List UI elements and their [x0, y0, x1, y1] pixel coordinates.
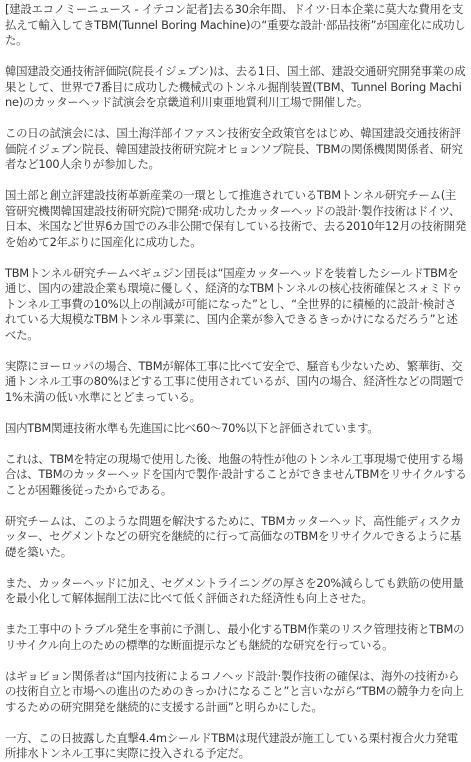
article-paragraph: この日の試演会には、国土海洋部イファスン技術安全政策官をはじめ、韓国建設交通技術評価院イジェブン院長、韓国建設技術研究院オヒョンソプ院長、TBMの関係機関関係者、研究者など100人余りが参加した。 [5, 126, 463, 171]
article-paragraph: 一方、この日披露した直撃4.4mシールドTBMは現代建設が施工している栗村複合火力発電所排水トンネル工事に実際に投入される予定だ。 [5, 730, 458, 760]
article-paragraph: また、カッターヘッドに加え、セグメントライニングの厚さを20%減らしても鉄筋の使用量を最小化して解体掘削工法に比べて低く評価された経済性も向上させた。 [5, 575, 464, 605]
article-paragraph: 韓国建設交通技術評価院(院長イジェブン)は、去る1日、国土部、建設交通研究開発事業の成果として、世界で7番目に成功した機械式のトンネル掘削装置(TBM、Tunnel Boring Machine)のカッターヘッド試演会を京畿道利川東亜地質利川工場で開催した。 [5, 64, 466, 109]
article-paragraph: これは、TBMを特定の現場で使用した後、地盤の特性が他のトンネル工事現場で使用する場合は、TBMのカッターヘッドを国内で製作·設計することができませんTBMをリサイクルすることが困難後従ったからである。 [5, 451, 467, 497]
article-paragraph: [建設エコノミーニュース - イテコン記者]去る30余年間、ドイツ·日本企業に莫大な費用を支払えて輸入してきTBM(Tunnel Boring Machine)の“重要な設計·部品技術”が国産化に成功した。 [5, 2, 466, 47]
article-paragraph: 国内TBM関連技術水準も先進国に比べ60〜70%以下と評価されています。 [5, 420, 379, 435]
article-paragraph: TBMトンネル研究チームべギュジン団長は“国産カッターヘッドを装着したシールドTBMを通じ、国内の建設企業も環境に優しく、経済的なTBMトンネルの核心技術確保とスォミドゥトンネル工事費の10%以上の削減が可能になった”とし、“全世界的に積極的に設計·検討されている大規模なTBMトンネル事業に、国内企業が参入できるきっかけになるだろう”と述べた。 [5, 265, 463, 342]
article-paragraph: 研究チームは、このような問題を解決するために、TBMカッターヘッド、高性能ディスクカッター、セグメントなどの研究を継続的に行って高価なのTBMをリサイクルできるように基礎を築いた。 [5, 513, 462, 559]
article-paragraph: はギョビョン関係者は“国内技術によるコノヘッド設計·製作技術の確保は、海外の技術からの技術自立と市場への進出のためのきっかけになること”と言いながら“TBMの競争力を向上するための研究開発を継続的に支援する計画”と明らかにした。 [5, 668, 464, 714]
article-paragraph: 国土部と創立評建設技術革新産業の一環として推進されているTBMトンネル研究チーム(主管研究機関韓国建設技術研究院)で開発·成功したカッターヘッドの設計·製作技術はドイツ、日本、米国など世界6カ国でのみ非公開で保有している技術で、去る2010年12月の技術開発を始めて2年ぶりに国産化に成功した。 [5, 188, 466, 249]
article-paragraph: また工事中のトラブル発生を事前に予測し、最小化するTBM作業のリスク管理技術とTBMのリサイクル向上のための標準的な断面提示なども継続的な研究を行っている。 [5, 622, 465, 652]
article-paragraph: 実際にヨーロッパの場合、TBMが解体工事に比べて安全で、騒音も少ないため、繁華街、交通トンネル工事の80%ほどする工事に使用されているが、国内の場合、経済性などの問題で1%未満の低い水準にとどまっている。 [5, 358, 464, 404]
